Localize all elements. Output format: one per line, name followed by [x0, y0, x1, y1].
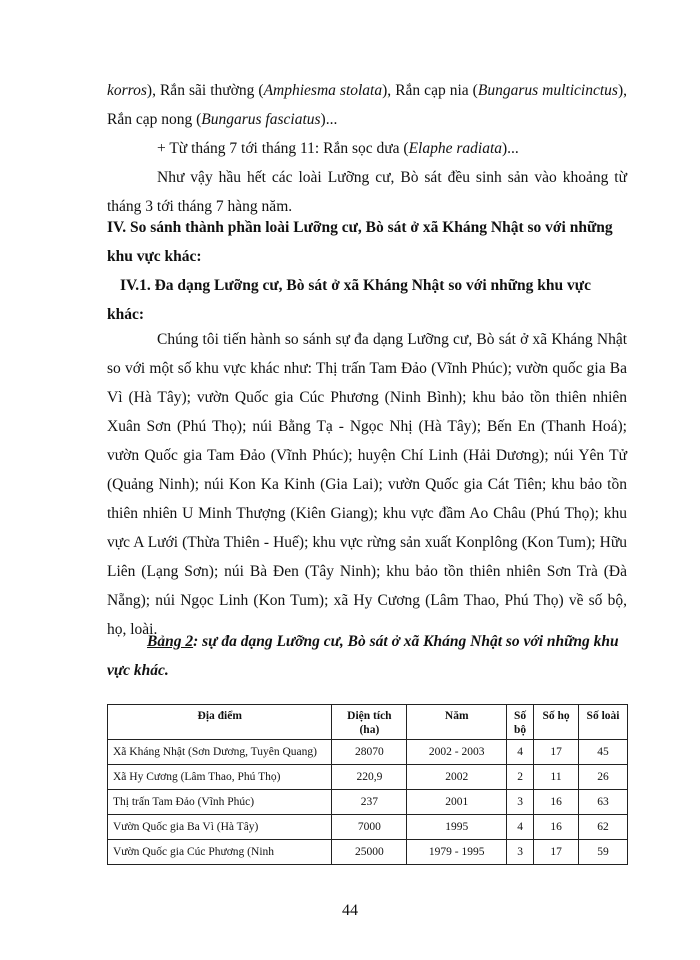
paragraph-breeding-summary: Như vậy hầu hết các loài Lưỡng cư, Bò sát đều sinh sản vào khoảng từ tháng 3 tới tháng 7 hàng năm.	[107, 169, 627, 215]
heading-section-iv-1: IV.1. Đa dạng Lưỡng cư, Bò sát ở xã Kháng Nhật so với những khu vực khác:	[107, 277, 591, 323]
cell-location: Xã Kháng Nhật (Sơn Dương, Tuyên Quang)	[108, 740, 332, 765]
cell-location: Xã Hy Cương (Lâm Thao, Phú Thọ)	[108, 765, 332, 790]
cell-location: Thị trấn Tam Đảo (Vĩnh Phúc)	[108, 790, 332, 815]
cell-families: 11	[534, 765, 579, 790]
cell-orders: 4	[507, 815, 534, 840]
table-row	[108, 840, 628, 865]
cell-families: 16	[534, 815, 579, 840]
cell-species: 59	[579, 840, 628, 865]
heading-section-iv: IV. So sánh thành phần loài Lưỡng cư, Bò sát ở xã Kháng Nhật so với những khu vực khác:	[107, 219, 613, 265]
cell-area: 237	[332, 790, 407, 815]
cell-species: 45	[579, 740, 628, 765]
cell-year: 2002 - 2003	[407, 740, 507, 765]
cell-species: 62	[579, 815, 628, 840]
header-location: Địa điểm	[108, 705, 332, 740]
cell-orders: 2	[507, 765, 534, 790]
cell-area: 220,9	[332, 765, 407, 790]
cell-location: Vườn Quốc gia Cúc Phương (Ninh	[108, 840, 332, 865]
table-row	[108, 765, 628, 790]
table-row	[108, 790, 628, 815]
cell-area: 7000	[332, 815, 407, 840]
table-row	[108, 815, 628, 840]
cell-area: 28070	[332, 740, 407, 765]
cell-orders: 4	[507, 740, 534, 765]
table-caption: Bảng 2: sự đa dạng Lưỡng cư, Bò sát ở xã Kháng Nhật so với những khu vực khác.	[107, 633, 619, 679]
paragraph-july-november: + Từ tháng 7 tới tháng 11: Rắn sọc dưa (Elaphe radiata)...	[157, 140, 519, 157]
cell-year: 2001	[407, 790, 507, 815]
header-species: Số loài	[579, 705, 628, 740]
cell-area: 25000	[332, 840, 407, 865]
cell-species: 26	[579, 765, 628, 790]
cell-orders: 3	[507, 840, 534, 865]
cell-year: 2002	[407, 765, 507, 790]
paragraph-comparison: Chúng tôi tiến hành so sánh sự đa dạng Lưỡng cư, Bò sát ở xã Kháng Nhật so với một số khu vực khác như: Thị trấn Tam Đảo (Vĩnh Phúc); vườn quốc gia Ba Vì (Hà Tây); vườn Quốc gia Cúc Phương (Ninh Bình); khu bảo tồn thiên nhiên Xuân Sơn (Phú Thọ); núi Bằng Tạ - Ngọc Nhị (Hà Tây); Bến En (Thanh Hoá); vườn Quốc gia Tam Đảo (Vĩnh Phúc); huyện Chí Linh (Hải Dương); núi Yên Tử (Quảng Ninh); núi Kon Ka Kinh (Gia Lai); vườn Quốc gia Cát Tiên; khu bảo tồn thiên nhiên U Minh Thượng (Kiên Giang); khu vực đầm Ao Châu (Phú Thọ); khu vực A Lưới (Thừa Thiên - Huế); khu vực rừng sản xuất Konplông (Kon Tum); Hữu Liên (Lạng Sơn); núi Bà Đen (Tây Ninh); khu bảo tồn thiên nhiên Sơn Trà (Đà Nẵng); núi Ngọc Linh (Kon Tum); xã Hy Cương (Lâm Thao, Phú Thọ) về số bộ, họ, loài.	[107, 331, 627, 638]
header-families: Số họ	[534, 705, 579, 740]
paragraph-snake-list: korros), Rắn sãi thường (Amphiesma stolata), Rắn cạp nia (Bungarus multicinctus), Rắn cạp nong (Bungarus fasciatus)...	[107, 82, 627, 128]
cell-year: 1979 - 1995	[407, 840, 507, 865]
cell-species: 63	[579, 790, 628, 815]
cell-year: 1995	[407, 815, 507, 840]
table-row	[108, 740, 628, 765]
cell-families: 17	[534, 840, 579, 865]
page-number: 44	[342, 902, 358, 919]
table-header-row	[108, 705, 628, 740]
cell-orders: 3	[507, 790, 534, 815]
comparison-table	[107, 704, 628, 865]
header-area: Diện tích (ha)	[332, 705, 407, 740]
cell-families: 16	[534, 790, 579, 815]
header-orders: Số bộ	[507, 705, 534, 740]
cell-families: 17	[534, 740, 579, 765]
header-year: Năm	[407, 705, 507, 740]
cell-location: Vườn Quốc gia Ba Vì (Hà Tây)	[108, 815, 332, 840]
